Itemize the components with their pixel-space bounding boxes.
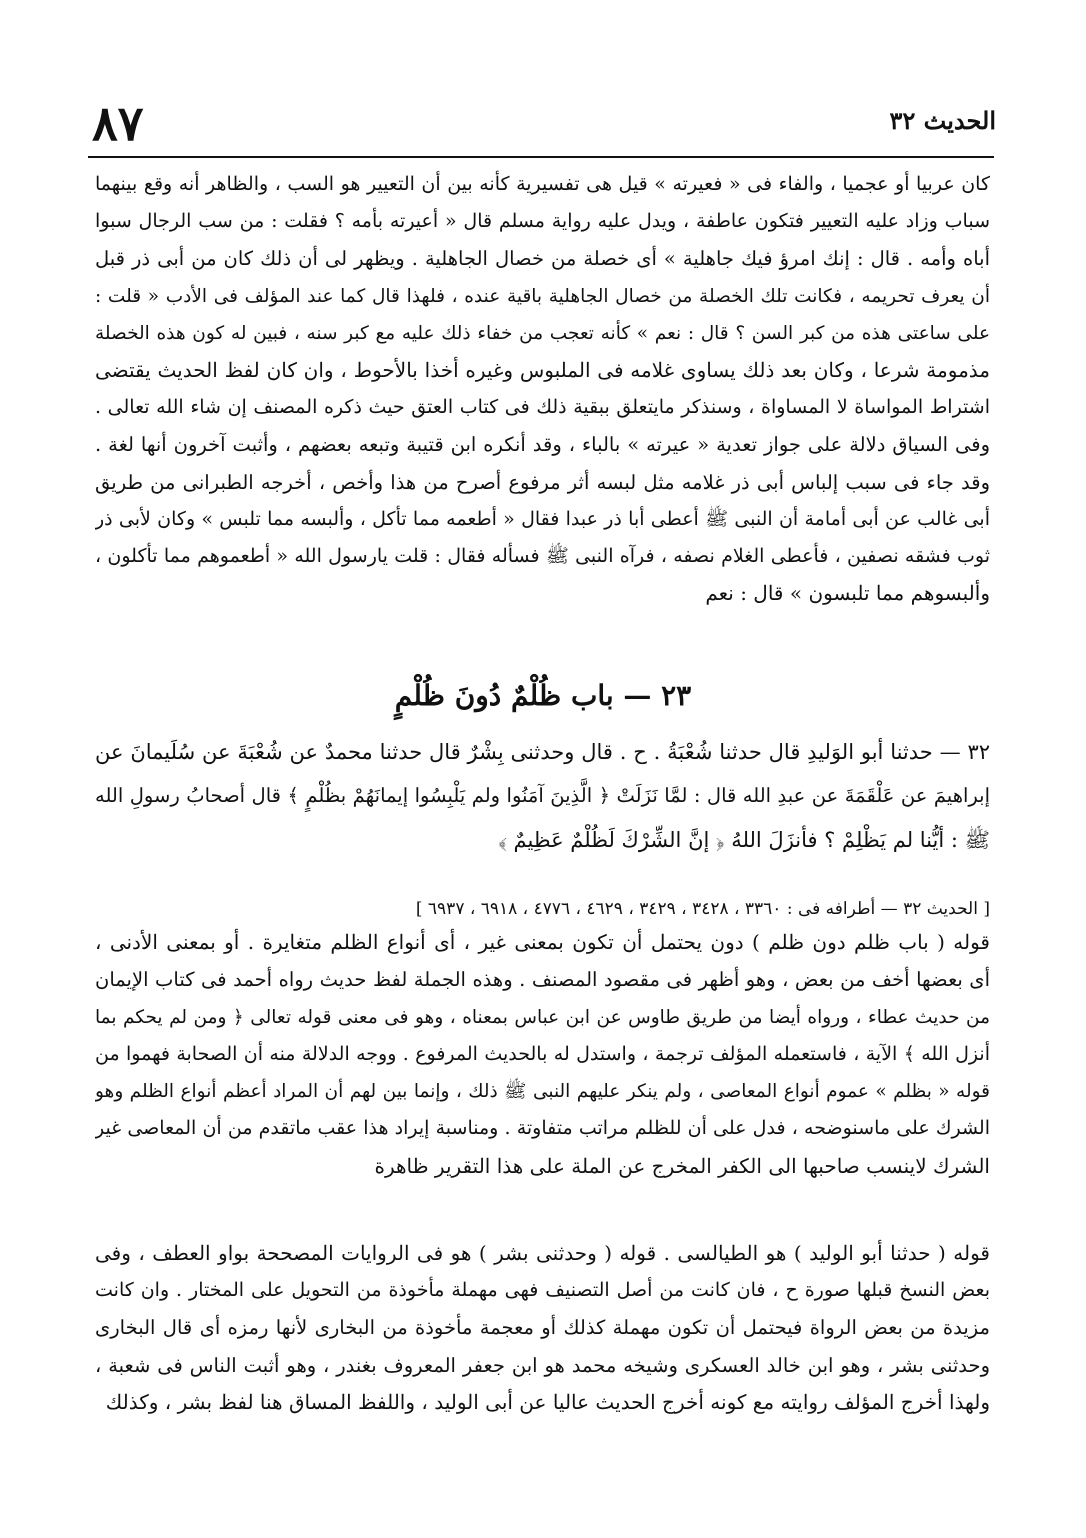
text-line: أباه وأمه . قال : إنك امرؤ فيك جاهلية » أى خصلة من خصال الجاهلية . ويظهر لى أن ذلك كان من أبى ذر قبل <box>95 247 990 271</box>
text-line: من حديث عطاء ، ورواه أيضا من طريق طاوس عن ابن عباس بمعناه ، وهو فى معنى قوله تعالى ﴿ ومن لم يحكم بما <box>95 1006 990 1028</box>
chapter-heading: ٢٣ — باب ظُلْمٌ دُونَ ظُلْمٍ <box>394 679 692 712</box>
hadith-line: ٣٢ — حدثنا أبو الوَليدِ قال حدثنا شُعْبَةُ . ح . قال وحدثنى بِشْرٌ قال حدثنا محمدٌ عن شُعْبَةَ عن سُلَيمانَ عن <box>95 740 990 764</box>
page-header <box>92 96 996 160</box>
text-line: مذمومة شرعا ، وكان بعد ذلك يساوى غلامه فى الملبوس وغيره أخذا بالأحوط ، وان كان لفظ الحديث يقتضى <box>95 357 990 382</box>
text-line: اشتراط المواساة لا المساواة ، وسنذكر مايتعلق ببقية ذلك فى كتاب العتق حيث ذكره المصنف إن شاء الله تعالى . <box>95 396 990 419</box>
hadith-line: إبراهيمَ عن عَلْقَمَةَ عن عبدِ الله قال : لمَّا نَزَلَتْ ﴿ الَّذِينَ آمَنُوا ولم يَلْبِسُوا إيمانَهُمْ بظُلْمٍ ﴾ قال أصحابُ رسولِ الله <box>95 784 990 807</box>
commentary-mid <box>95 924 990 1185</box>
text-line: وقد جاء فى سبب إلباس أبى ذر غلامه مثل لبسه أثر مرفوع أصرح من هذا وأخص ، أخرجه الطبرانى من طريق <box>95 470 990 494</box>
header-rule <box>88 156 994 158</box>
text-line: قوله ( حدثنا أبو الوليد ) هو الطيالسى . قوله ( وحدثنى بشر ) هو فى الروايات المصححة بواو العطف ، وفى <box>95 1241 990 1265</box>
text-line: وألبسوهم مما تلبسون » قال : نعم <box>705 581 990 606</box>
text-line: قوله ( باب ظلم دون ظلم ) دون يحتمل أن تكون بمعنى غير ، أى أنواع الظلم متغايرة . أو بمعنى الأدنى ، <box>95 930 990 954</box>
text-line: بعض النسخ قبلها صورة ح ، فان كانت من أصل التصنيف فهى مهملة مأخوذة من التحويل على المختار . وان كانت <box>95 1279 990 1302</box>
text-line: كان عربيا أو عجميا ، والفاء فى « فعيرته » قيل هى تفسيرية كأنه بين أن التعيير هو السب ، والظاهر أنه وقع بينهما <box>95 173 990 195</box>
hadith-text <box>95 730 990 862</box>
text-line: مزيدة من بعض الرواة فيحتمل أن تكون مهملة كذلك أو معجمة مأخوذة من البخارى لأنها رمزه أى قال البخارى <box>95 1316 990 1340</box>
text-line: أن يعرف تحريمه ، فكانت تلك الخصلة من خصال الجاهلية باقية عنده ، فلهذا قال كما عند المؤلف فى الأدب « قلت : <box>95 285 990 307</box>
text-line: قوله « بظلم » عموم أنواع المعاصى ، ولم ينكر عليهم النبى ﷺ ذلك ، وإنما بين لهم أن المراد أعظم أنواع الظلم وهو <box>95 1081 990 1103</box>
text-line: على ساعتى هذه من كبر السن ؟ قال : نعم » كأنه تعجب من خفاء ذلك عليه مع كبر سنه ، فبين له كون هذه الخصلة <box>95 322 990 344</box>
text-line: الشرك لاينسب صاحبها الى الكفر المخرج عن الملة على هذا التقرير ظاهرة <box>374 1153 990 1178</box>
text-line: أبى غالب عن أبى أمامة أن النبى ﷺ أعطى أبا ذر عبدا فقال « أطعمه مما تأكل ، وألبسه مما تلبس » وكان لأبى ذر <box>95 507 990 530</box>
text-line: أى بعضها أخف من بعض ، وهو أظهر فى مقصود المصنف . وهذه الجملة لفظ حديث رواه أحمد فى كتاب الإيمان <box>95 968 990 992</box>
text-line: الشرك على ماسنوضحه ، فدل على أن للظلم مراتب متفاوتة . ومناسبة إيراد هذا عقب ماتقدم من أن المعاصى غير <box>95 1117 990 1140</box>
text-line: وحدثنى بشر ، وهو ابن خالد العسكرى وشيخه محمد هو ابن جعفر المعروف بغندر ، وهو أثبت الناس فى شعبة ، <box>95 1353 990 1377</box>
text-line: سباب وزاد عليه التعيير فتكون عاطفة ، ويدل عليه رواية مسلم قال « أعيرته بأمه ؟ فقلت : من سب الرجال سبوا <box>95 210 990 233</box>
page-number: ٨٧ <box>92 96 144 152</box>
text-line: ولهذا أخرج المؤلف روايته مع كونه أخرج الحديث عاليا عن أبى الوليد ، واللفظ المساق هنا لفظ بشر ، وكذلك <box>105 1389 990 1414</box>
commentary-top <box>95 166 990 612</box>
text-line: أنزل الله ﴾ الآية ، فاستعمله المؤلف ترجمة ، واستدل له بالحديث المرفوع . ووجه الدلالة منه أن الصحابة فهموا من <box>95 1042 990 1065</box>
commentary-bottom <box>95 1235 990 1421</box>
text-line: وفى السياق دلالة على جواز تعدية « عيرته » بالباء ، وقد أنكره ابن قتيبة وتبعه بعضهم ، وأثبت آخرون أنها لغة . <box>95 433 990 457</box>
text-line: ثوب فشقه نصفين ، فأعطى الغلام نصفه ، فرآه النبى ﷺ فسأله فقال : قلت يارسول الله « أطعموهم مما تأكلون ، <box>95 544 990 567</box>
hadith-line: ﷺ : أيُّنا لم يَظْلِمْ ؟ فأنزَلَ اللهُ ﴿ إنَّ الشِّرْكَ لَظُلْمٌ عَظِيمٌ ﴾ <box>498 828 990 852</box>
running-head: الحديث ٣٢ <box>889 106 996 135</box>
hadith-references: [ الحديث ٣٢ — أطرافه فى : ٣٣٦٠ ، ٣٤٢٨ ، ٣٤٢٩ ، ٤٦٢٩ ، ٤٧٧٦ ، ٦٩١٨ ، ٦٩٣٧ ] <box>415 899 990 919</box>
